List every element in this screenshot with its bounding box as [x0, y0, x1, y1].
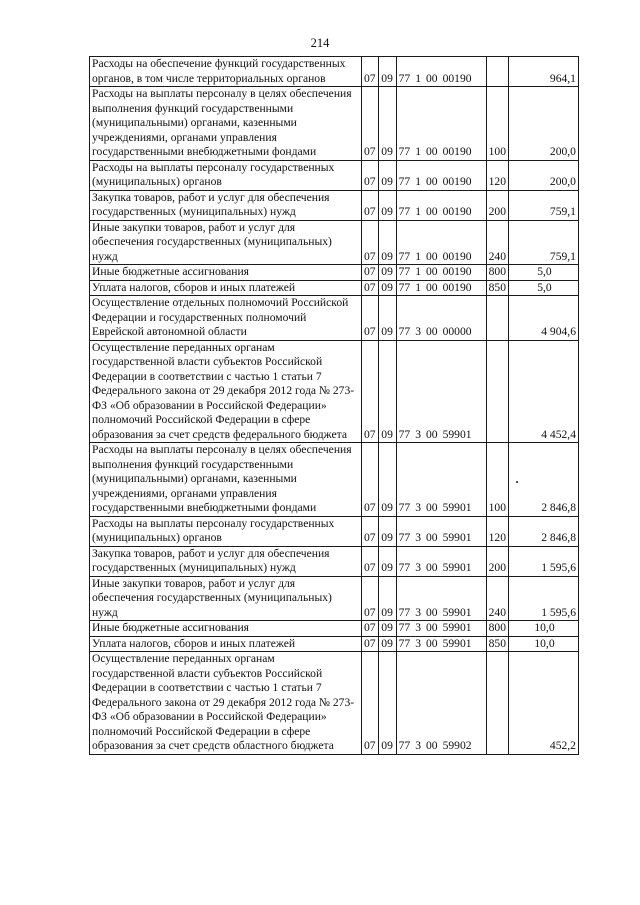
row-description: Иные бюджетные ассигнования — [90, 621, 362, 637]
row-description: Иные бюджетные ассигнования — [90, 265, 362, 281]
target-code-part: 3 — [415, 325, 421, 338]
expense-type-code — [486, 57, 508, 87]
row-description: Иные закупки товаров, работ и услуг для обеспечения государственных (муниципальных) нужд — [90, 576, 362, 621]
table-row — [90, 340, 579, 443]
row-description: Осуществление переданных органам государственной власти субъектов Российской Федерации в соответствии с частью 1 статьи 7 Федерального закона от 29 декабря 2012 года № 273-ФЗ «Об образовании в Российской Федерации» полномочий Российской Федерации в сфере образования за счет средств федерального бюджета — [90, 340, 362, 443]
target-code-part: 1 — [415, 249, 421, 263]
amount-value: 2 846,8 — [508, 443, 578, 517]
target-code-part: 1 — [415, 71, 421, 85]
section-code: 07 — [362, 652, 379, 755]
target-code-part: 00 — [425, 265, 438, 278]
target-code-part: 00 — [425, 561, 438, 574]
target-code-part: 59901 — [442, 531, 472, 544]
target-code-part: 00 — [425, 249, 438, 263]
amount-value: 759,1 — [508, 220, 578, 265]
target-code-part: 3 — [415, 531, 421, 544]
target-code-part: 77 — [398, 427, 411, 441]
target-code-part: 00 — [425, 739, 438, 752]
target-code-part: 00 — [425, 325, 438, 338]
target-code-part: 3 — [415, 739, 421, 752]
amount-value: 2 846,8 — [508, 516, 578, 546]
target-code-part: 59901 — [442, 427, 472, 441]
target-article-code — [396, 546, 486, 576]
target-article-code — [396, 190, 486, 220]
amount-value: 964,1 — [508, 57, 578, 87]
section-code: 07 — [362, 516, 379, 546]
amount-value: 5,0 — [508, 280, 578, 296]
amount-value: 452,2 — [508, 652, 578, 755]
target-article-code — [396, 296, 486, 341]
row-description: Осуществление отдельных полномочий Российской Федерации и государственных полномочий Еврейской автономной области — [90, 296, 362, 341]
target-code-part: 77 — [398, 561, 411, 574]
subsection-code: 09 — [378, 280, 396, 296]
target-code-part: 3 — [415, 605, 421, 619]
target-article-code — [396, 280, 486, 296]
target-code-part: 00190 — [442, 265, 472, 278]
target-code-part: 77 — [398, 621, 411, 634]
subsection-code: 09 — [378, 636, 396, 652]
target-code-part: 00190 — [442, 249, 472, 263]
target-code-part: 77 — [398, 265, 411, 278]
subsection-code: 09 — [378, 265, 396, 281]
target-code-part: 00 — [425, 605, 438, 619]
target-code-part: 00 — [425, 636, 438, 650]
target-code-part: 77 — [398, 205, 411, 218]
amount-value: 759,1 — [508, 190, 578, 220]
target-code-part: 3 — [415, 621, 421, 634]
row-description: Расходы на выплаты персоналу в целях обеспечения выполнения функций государственными (муниципальными) органами, казенными учреждениями, органами управления государственными внебюджетными фондами — [90, 87, 362, 161]
target-code-part: 00190 — [442, 71, 472, 85]
expense-type-code: 240 — [486, 220, 508, 265]
expense-type-code: 200 — [486, 546, 508, 576]
table-row — [90, 280, 579, 296]
subsection-code: 09 — [378, 340, 396, 443]
target-code-part: 00000 — [442, 325, 472, 338]
expense-type-code: 800 — [486, 621, 508, 637]
section-code: 07 — [362, 340, 379, 443]
target-code-part: 3 — [415, 427, 421, 441]
target-code-part: 00 — [425, 621, 438, 634]
target-code-part: 59902 — [442, 739, 472, 752]
budget-table-body — [90, 57, 579, 755]
expense-type-code: 850 — [486, 636, 508, 652]
section-code: 07 — [362, 296, 379, 341]
table-row — [90, 87, 579, 161]
target-article-code — [396, 576, 486, 621]
target-code-part: 77 — [398, 175, 411, 188]
target-code-part: 1 — [415, 265, 421, 278]
target-code-part: 77 — [398, 249, 411, 263]
target-code-part: 77 — [398, 71, 411, 85]
table-row — [90, 57, 579, 87]
subsection-code: 09 — [378, 220, 396, 265]
row-description: Закупка товаров, работ и услуг для обеспечения государственных (муниципальных) нужд — [90, 190, 362, 220]
table-row — [90, 621, 579, 637]
target-article-code — [396, 87, 486, 161]
subsection-code: 09 — [378, 652, 396, 755]
target-code-part: 77 — [398, 145, 411, 158]
subsection-code: 09 — [378, 621, 396, 637]
target-code-part: 3 — [415, 561, 421, 574]
section-code: 07 — [362, 190, 379, 220]
row-description: Уплата налогов, сборов и иных платежей — [90, 636, 362, 652]
target-article-code — [396, 443, 486, 517]
target-code-part: 3 — [415, 501, 421, 514]
target-code-part: 59901 — [442, 636, 472, 650]
expense-type-code: 100 — [486, 87, 508, 161]
target-code-part: 00 — [425, 71, 438, 85]
target-code-part: 77 — [398, 325, 411, 338]
subsection-code: 09 — [378, 57, 396, 87]
section-code: 07 — [362, 265, 379, 281]
expense-type-code: 200 — [486, 190, 508, 220]
target-code-part: 1 — [415, 205, 421, 218]
table-row — [90, 546, 579, 576]
table-row — [90, 160, 579, 190]
target-code-part: 77 — [398, 636, 411, 650]
target-code-part: 00 — [425, 280, 438, 294]
table-row — [90, 220, 579, 265]
table-row — [90, 443, 579, 517]
target-article-code — [396, 57, 486, 87]
amount-value: 4 452,4 — [508, 340, 578, 443]
table-row — [90, 576, 579, 621]
amount-value: 5,0 — [508, 265, 578, 281]
target-code-part: 00190 — [442, 280, 472, 294]
table-row — [90, 652, 579, 755]
section-code: 07 — [362, 546, 379, 576]
expense-type-code: 800 — [486, 265, 508, 281]
table-row — [90, 265, 579, 281]
row-description: Закупка товаров, работ и услуг для обеспечения государственных (муниципальных) нужд — [90, 546, 362, 576]
subsection-code: 09 — [378, 546, 396, 576]
page-number: 214 — [310, 36, 330, 50]
expense-type-code: 240 — [486, 576, 508, 621]
target-code-part: 77 — [398, 531, 411, 544]
amount-value: 10,0 — [508, 621, 578, 637]
target-article-code — [396, 636, 486, 652]
row-description: Расходы на выплаты персоналу государственных (муниципальных) органов — [90, 160, 362, 190]
target-code-part: 00 — [425, 531, 438, 544]
target-code-part: 00 — [425, 427, 438, 441]
table-row — [90, 190, 579, 220]
target-code-part: 00 — [425, 145, 438, 158]
target-article-code — [396, 652, 486, 755]
amount-value: 4 904,6 — [508, 296, 578, 341]
target-code-part: 00 — [425, 175, 438, 188]
target-code-part: 00 — [425, 205, 438, 218]
target-code-part: 1 — [415, 145, 421, 158]
amount-value: 1 595,6 — [508, 546, 578, 576]
target-article-code — [396, 160, 486, 190]
target-code-part: 59901 — [442, 621, 472, 634]
row-description: Иные закупки товаров, работ и услуг для обеспечения государственных (муниципальных) нужд — [90, 220, 362, 265]
target-code-part: 00190 — [442, 175, 472, 188]
expense-type-code — [486, 296, 508, 341]
expense-type-code: 120 — [486, 160, 508, 190]
section-code: 07 — [362, 87, 379, 161]
table-row — [90, 516, 579, 546]
subsection-code: 09 — [378, 516, 396, 546]
target-code-part: 3 — [415, 636, 421, 650]
target-article-code — [396, 340, 486, 443]
expense-type-code: 850 — [486, 280, 508, 296]
amount-value: 1 595,6 — [508, 576, 578, 621]
target-code-part: 1 — [415, 280, 421, 294]
target-code-part: 59901 — [442, 605, 472, 619]
section-code: 07 — [362, 443, 379, 517]
scan-speck — [516, 481, 518, 483]
target-article-code — [396, 220, 486, 265]
row-description: Расходы на выплаты персоналу государственных (муниципальных) органов — [90, 516, 362, 546]
section-code: 07 — [362, 57, 379, 87]
section-code: 07 — [362, 621, 379, 637]
section-code: 07 — [362, 636, 379, 652]
row-description: Расходы на обеспечение функций государственных органов, в том числе территориальных органов — [90, 57, 362, 87]
subsection-code: 09 — [378, 87, 396, 161]
section-code: 07 — [362, 280, 379, 296]
amount-value: 10,0 — [508, 636, 578, 652]
row-description: Осуществление переданных органам государственной власти субъектов Российской Федерации в соответствии с частью 1 статьи 7 Федерального закона от 29 декабря 2012 года № 273-ФЗ «Об образовании в Российской Федерации» полномочий Российской Федерации в сфере образования за счет средств областного бюджета — [90, 652, 362, 755]
target-code-part: 77 — [398, 501, 411, 514]
section-code: 07 — [362, 160, 379, 190]
target-code-part: 77 — [398, 605, 411, 619]
target-code-part: 59901 — [442, 501, 472, 514]
table-row — [90, 636, 579, 652]
subsection-code: 09 — [378, 576, 396, 621]
target-code-part: 00 — [425, 501, 438, 514]
target-code-part: 00190 — [442, 145, 472, 158]
target-article-code — [396, 621, 486, 637]
expense-type-code: 120 — [486, 516, 508, 546]
target-code-part: 00190 — [442, 205, 472, 218]
section-code: 07 — [362, 220, 379, 265]
subsection-code: 09 — [378, 190, 396, 220]
subsection-code: 09 — [378, 443, 396, 517]
section-code: 07 — [362, 576, 379, 621]
subsection-code: 09 — [378, 296, 396, 341]
row-description: Расходы на выплаты персоналу в целях обеспечения выполнения функций государственными (муниципальными) органами, казенными учреждениями, органами управления государственными внебюджетными фондами — [90, 443, 362, 517]
expense-type-code: 100 — [486, 443, 508, 517]
expense-type-code — [486, 340, 508, 443]
amount-value: 200,0 — [508, 87, 578, 161]
expense-type-code — [486, 652, 508, 755]
amount-value: 200,0 — [508, 160, 578, 190]
target-code-part: 59901 — [442, 561, 472, 574]
table-row — [90, 296, 579, 341]
target-code-part: 77 — [398, 739, 411, 752]
subsection-code: 09 — [378, 160, 396, 190]
row-description: Уплата налогов, сборов и иных платежей — [90, 280, 362, 296]
target-code-part: 1 — [415, 175, 421, 188]
budget-table — [89, 56, 579, 755]
target-article-code — [396, 265, 486, 281]
target-code-part: 77 — [398, 280, 411, 294]
target-article-code — [396, 516, 486, 546]
